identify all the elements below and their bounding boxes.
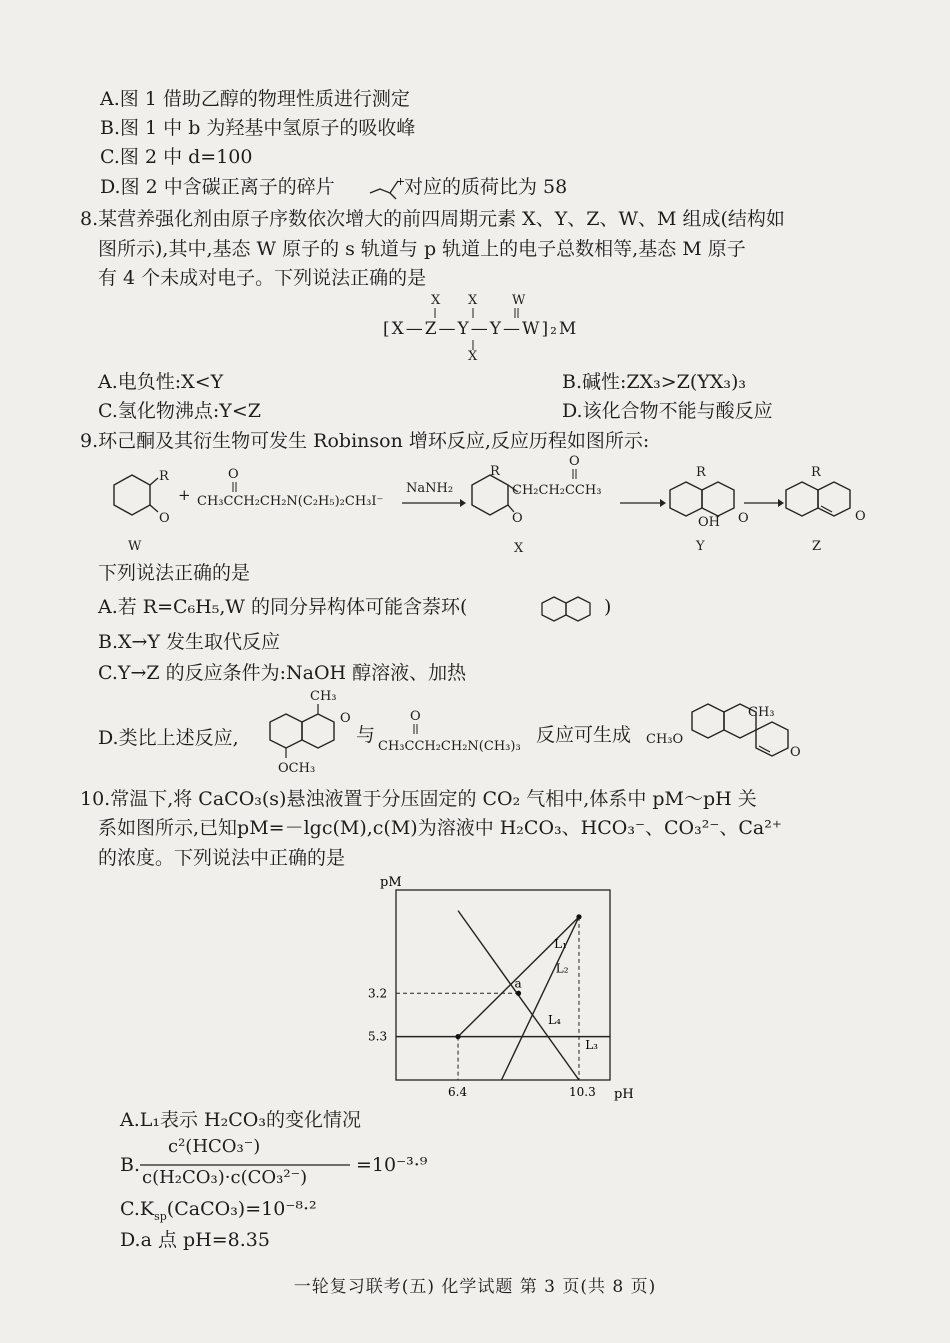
q10-stem-line3: 的浓度。下列说法中正确的是 bbox=[98, 847, 346, 869]
q7-option-b: B.图 1 中 b 为羟基中氢原子的吸收峰 bbox=[100, 117, 416, 139]
marked-point-2 bbox=[455, 1034, 460, 1039]
compound-z-enone-icon bbox=[784, 478, 864, 528]
d-product-ch3: CH₃ bbox=[748, 705, 775, 720]
d-reagent-o: O bbox=[410, 709, 421, 724]
pm-ph-chart bbox=[350, 868, 650, 1108]
q9-option-d-suffix: 反应可生成 bbox=[536, 724, 632, 746]
arrow-1 bbox=[402, 498, 466, 508]
q8-stem-line1: 8.某营养强化剂由原子序数依次增大的前四周期元素 X、Y、Z、W、M 组成(结构如 bbox=[80, 208, 785, 230]
carbocation-fragment-icon bbox=[368, 175, 408, 201]
label-z: Z bbox=[812, 539, 822, 554]
d-ch3-label: CH₃ bbox=[310, 689, 337, 704]
x-r-label: R bbox=[490, 464, 500, 479]
arrow-2 bbox=[620, 498, 666, 508]
x-o-label: O bbox=[512, 511, 523, 526]
label-w: W bbox=[128, 539, 142, 554]
q8-struct-bond-bottom bbox=[430, 340, 530, 352]
d-ch3o-label: CH₃O bbox=[646, 732, 684, 747]
q9-option-a: A.若 R=C₆H₅,W 的同分异构体可能含萘环( bbox=[98, 596, 468, 618]
x-carbonyl-o: O bbox=[569, 454, 580, 469]
d-ketone-o: O bbox=[340, 711, 351, 726]
catalyst-label: NaNH₂ bbox=[406, 481, 454, 496]
series-name-2: L₂ bbox=[555, 961, 569, 976]
label-x: X bbox=[514, 541, 524, 556]
q10-option-b-value: =10⁻³·⁹ bbox=[356, 1154, 428, 1176]
q10-option-c-rest: (CaCO₃)=10⁻⁸·² bbox=[166, 1198, 317, 1220]
q9-option-c: C.Y→Z 的反应条件为:NaOH 醇溶液、加热 bbox=[98, 662, 467, 684]
x-tick-2: 10.3 bbox=[568, 1085, 596, 1099]
q8-option-b: B.碱性:ZX₃>Z(YX₃)₃ bbox=[562, 371, 746, 393]
y-tick-1: 3.2 bbox=[368, 986, 388, 1001]
q9-prompt: 下列说法正确的是 bbox=[98, 562, 251, 584]
x-carbonyl-bond bbox=[570, 469, 580, 481]
q8-struct-x3: X bbox=[468, 349, 478, 364]
reagent-carbonyl-bond bbox=[230, 482, 240, 494]
q10-stem-line1: 10.常温下,将 CaCO₃(s)悬浊液置于分压固定的 CO₂ 气相中,体系中 pM～pH 关 bbox=[80, 788, 757, 810]
q8-struct-w: W bbox=[512, 293, 526, 308]
plus-sign: + bbox=[178, 486, 191, 504]
d-reagent-carbonyl-bond bbox=[411, 724, 421, 736]
marked-point-1 bbox=[516, 991, 521, 996]
q10-option-c-sub: sp bbox=[154, 1209, 167, 1223]
q8-stem-line2: 图所示),其中,基态 W 原子的 s 轨道与 p 轨道上的电子总数相等,基态 M 原子 bbox=[98, 238, 746, 260]
y-tick-2: 5.3 bbox=[368, 1029, 388, 1044]
q10-option-c bbox=[120, 1196, 317, 1230]
q8-struct-x2: X bbox=[468, 293, 478, 308]
q9-option-d-with: 与 bbox=[356, 724, 376, 746]
label-y: Y bbox=[696, 539, 705, 554]
x-chain: CH₂CH₂CCH₃ bbox=[512, 483, 602, 498]
series-line-2 bbox=[501, 917, 579, 1080]
q10-option-d: D.a 点 pH=8.35 bbox=[120, 1229, 270, 1251]
series-name-3: L₄ bbox=[547, 1013, 561, 1028]
arrow-3 bbox=[744, 498, 784, 508]
d-reagent-formula: CH₃CCH₂CH₂N(CH₃)₃ bbox=[378, 739, 521, 754]
q9-option-d-prefix: D.类比上述反应, bbox=[98, 727, 239, 749]
q10-stem-line2: 系如图所示,已知pM=－lgc(M),c(M)为溶液中 H₂CO₃、HCO₃⁻、CO₃²⁻、Ca²⁺ bbox=[98, 817, 782, 839]
q9-option-a-close: ) bbox=[604, 596, 612, 618]
page-footer: 一轮复习联考(五) 化学试题 第 3 页(共 8 页) bbox=[293, 1277, 657, 1297]
chart-x-axis-label: pH bbox=[614, 1087, 634, 1102]
q8-struct-x1: X bbox=[431, 293, 441, 308]
y-o-label: O bbox=[738, 511, 749, 526]
q10-option-a: A.L₁表示 H₂CO₃的变化情况 bbox=[120, 1109, 361, 1131]
d-product-o: O bbox=[790, 745, 801, 760]
z-o-label: O bbox=[855, 509, 866, 524]
q10-option-b-numerator: c²(HCO₃⁻) bbox=[168, 1136, 261, 1157]
q10-option-c-k: C.K bbox=[120, 1198, 155, 1220]
q7-option-c: C.图 2 中 d=100 bbox=[100, 146, 253, 168]
series-name-4: L₃ bbox=[585, 1038, 598, 1053]
q8-option-c: C.氢化物沸点:Y<Z bbox=[98, 400, 261, 422]
tetralone-methoxy-icon bbox=[268, 700, 348, 766]
y-oh-label: OH bbox=[698, 515, 720, 530]
q9-option-b: B.X→Y 发生取代反应 bbox=[98, 631, 281, 653]
q8-option-d: D.该化合物不能与酸反应 bbox=[562, 400, 773, 422]
chart-y-axis-label: pM bbox=[380, 875, 402, 890]
reagent-carbonyl-o: O bbox=[228, 467, 239, 482]
d-och3-label: OCH₃ bbox=[278, 761, 316, 776]
q7-option-d: D.图 2 中含碳正离子的碎片 bbox=[100, 176, 335, 198]
q7-option-d-tail: 对应的质荷比为 58 bbox=[404, 176, 568, 198]
marked-point-3 bbox=[576, 914, 581, 919]
series-name-1: L₁ bbox=[554, 936, 567, 951]
y-r-label: R bbox=[696, 465, 706, 480]
q8-option-a: A.电负性:X<Y bbox=[98, 371, 224, 393]
w-o-label: O bbox=[159, 511, 170, 526]
svg-text:+: + bbox=[396, 175, 406, 188]
q10-option-b-denominator: c(H₂CO₃)·c(CO₃²⁻) bbox=[142, 1167, 308, 1188]
q8-structure: [X—Z—Y—Y—W]₂M bbox=[383, 319, 579, 339]
q10-option-b-prefix: B. bbox=[120, 1154, 141, 1176]
q9-stem: 9.环己酮及其衍生物可发生 Robinson 增环反应,反应历程如图所示: bbox=[80, 430, 650, 452]
reagent-formula: CH₃CCH₂CH₂N(C₂H₅)₂CH₃I⁻ bbox=[197, 494, 384, 509]
z-r-label: R bbox=[811, 465, 821, 480]
point-label-a: a bbox=[514, 976, 522, 991]
x-tick-1: 6.4 bbox=[448, 1085, 468, 1099]
q8-stem-line3: 有 4 个未成对电子。下列说法正确的是 bbox=[98, 267, 427, 289]
w-r-label: R bbox=[159, 469, 169, 484]
q7-option-a: A.图 1 借助乙醇的物理性质进行测定 bbox=[100, 88, 410, 110]
